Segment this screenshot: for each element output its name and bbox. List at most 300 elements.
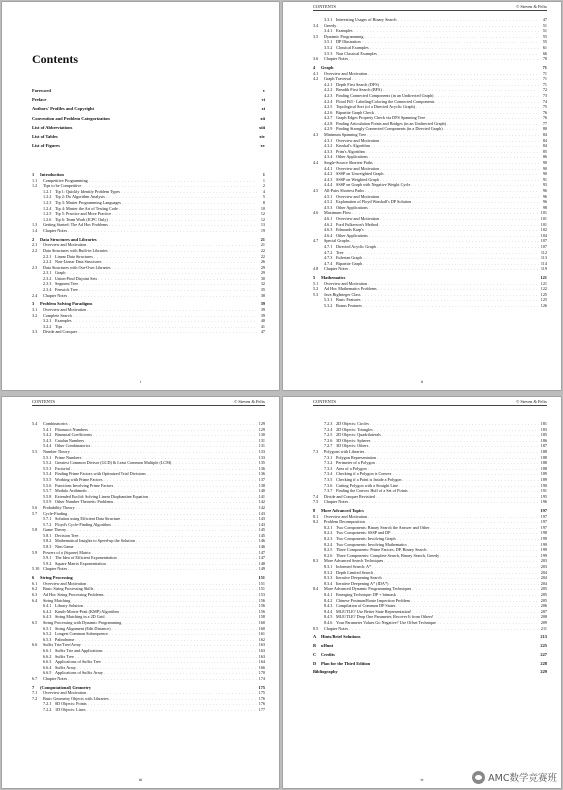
entry-title: Overview and Motivation: [336, 215, 380, 221]
entry-title: Basic String Processing Skills: [43, 586, 94, 592]
entry-title: All-Pairs Shortest Paths: [324, 188, 365, 193]
entry-page: 161: [258, 631, 265, 637]
entry-page: 191: [540, 488, 547, 494]
entry-title: Prime Numbers: [55, 454, 82, 460]
watermark-text: AMC数学竞赛班: [488, 773, 557, 784]
entry-page: 51: [542, 28, 547, 34]
entry-page: 196: [540, 499, 547, 505]
entry-title: Finding Connected Components (in an Undirected Graph): [336, 92, 434, 98]
entry-title: Chapter Notes: [43, 566, 68, 572]
entry-page: 149: [258, 566, 265, 572]
entry-page: 166: [258, 664, 265, 670]
entry-title: Overview and Motivation: [43, 690, 87, 696]
entry-page: 130: [258, 432, 265, 438]
entry-title: (Computational) Geometry: [40, 684, 92, 690]
entry-title: Polygons with Libraries: [324, 448, 365, 454]
entry-title: Java BigInteger Class: [324, 291, 361, 297]
entry-title: Factorial: [55, 465, 70, 471]
entry-number: 2.4: [32, 292, 38, 298]
entry-page: 71: [542, 81, 547, 87]
entry-title: Suffix Tree: [55, 653, 74, 659]
entry-number: A: [313, 634, 317, 640]
entry-page: 122: [540, 286, 547, 292]
toc-page-4: [283, 397, 561, 788]
entry-page: 163: [258, 647, 265, 653]
entry-number: 1.4: [32, 227, 38, 233]
entry-number: 6.5.3: [43, 636, 52, 642]
entry-number: 4.4.3: [324, 176, 333, 182]
entry-page: 133: [258, 448, 265, 454]
entry-title: Chapter Notes: [324, 56, 349, 62]
entry-page: 131: [258, 437, 265, 443]
entry-page: 185: [540, 432, 547, 438]
entry-title: Overview and Motivation: [324, 280, 368, 286]
entry-number: 8.3.3: [324, 575, 333, 581]
entry-page: 107: [540, 243, 547, 249]
entry-number: 4.2.5: [324, 104, 333, 110]
entry-number: 4.5.1: [324, 193, 333, 199]
entry-title: SSSP on Weighted Graph: [336, 176, 379, 182]
entry-page: 74: [542, 98, 547, 104]
entry-number: C: [313, 651, 317, 657]
entry-title: Binomial Coefficients: [55, 432, 93, 438]
entry-page: 93: [542, 182, 547, 188]
entry-page: 186: [540, 437, 547, 443]
entry-title: Two Components: Involving Mathematics: [336, 541, 407, 547]
front-matter-item[interactable]: [32, 125, 265, 131]
entry-page: 204: [540, 575, 547, 581]
entry-title: Interesting Usages of Binary Search: [336, 17, 397, 22]
entry-number: 7.3.3: [324, 465, 333, 471]
entry-page: 21: [260, 242, 265, 248]
entry-number: 7.3.1: [324, 454, 333, 460]
entry-number: 4.7: [313, 238, 319, 244]
entry-title: Authors' Profiles and Copyright: [32, 106, 95, 112]
entry-title: Three Components: Complete Search, Binary Search, Greedy: [336, 552, 440, 558]
entry-number: 4.3: [313, 132, 319, 138]
entry-title: Tip 3: Master Programming Languages: [55, 199, 121, 205]
entry-page: 102: [540, 227, 547, 233]
entry-title: Overview and Motivation: [43, 307, 87, 313]
entry-number: 5.5.1: [43, 454, 52, 460]
entry-title: Applications of Suffix Array: [55, 670, 103, 676]
entry-page: 129: [258, 421, 265, 426]
dot-leader: [78, 329, 257, 335]
entry-page: 195: [540, 493, 547, 499]
front-matter-item[interactable]: [32, 88, 265, 94]
header-right: © Steven & Felix: [515, 4, 547, 9]
section-entry[interactable]: [32, 228, 265, 234]
entry-page: 121: [540, 280, 547, 286]
entry-number: 5.7: [32, 510, 38, 516]
entry-page: 71: [542, 70, 547, 76]
entry-title: Explanation of Floyd Warshall's DP Solution: [336, 199, 412, 205]
entry-page: 29: [260, 270, 265, 276]
section-entry[interactable]: [32, 566, 265, 572]
toc-title: Contents: [32, 52, 79, 66]
entry-page: 162: [258, 636, 265, 642]
entry-title: Data Structures with Our-Own Libraries: [43, 264, 111, 270]
entry-page: 2: [262, 183, 265, 189]
front-matter-item[interactable]: [32, 116, 265, 122]
section-entry[interactable]: [313, 626, 547, 632]
entry-title: Solution using Efficient Data Structure: [55, 516, 121, 522]
entry-page: 39: [260, 307, 265, 313]
entry-page: 189: [540, 471, 547, 477]
entry-number: 6.2: [32, 586, 38, 592]
entry-number: 3.4: [313, 22, 319, 28]
entry-page: 143: [258, 516, 265, 522]
chapter-entry[interactable]: [313, 661, 547, 667]
entry-title: Overview and Motivation: [43, 242, 87, 248]
entry-number: 8.4.4: [324, 608, 333, 614]
entry-number: 5.7.1: [43, 516, 52, 522]
entry-title: Dynamic Programming: [324, 33, 364, 39]
front-matter-item[interactable]: [32, 106, 265, 112]
entry-title: Linear Data Structures: [55, 253, 93, 259]
entry-title: SSSP on Unweighted Graph: [336, 171, 384, 177]
chapter-entry[interactable]: [313, 669, 547, 675]
entry-title: Segment Tree: [55, 281, 79, 287]
entry-title: Bonus Features: [336, 303, 362, 309]
watermark: [472, 770, 557, 784]
entry-number: 7.3: [313, 448, 319, 454]
entry-title: Powers of a (Square) Matrix: [43, 549, 91, 555]
entry-page: 199: [540, 541, 547, 547]
entry-title: Eulerian Graph: [336, 255, 362, 261]
entry-page: 125: [540, 291, 547, 297]
entry-title: Finding Articulation Points and Bridges (in an Undirected Graph): [336, 120, 447, 126]
entry-title: Plan for the Third Edition: [321, 660, 371, 666]
entry-page: 181: [540, 421, 547, 426]
entry-title: List of Abbreviations: [32, 124, 73, 130]
entry-title: Other Applications: [336, 232, 368, 238]
entry-number: 5: [313, 275, 316, 281]
entry-page: xiv: [259, 133, 265, 139]
entry-number: 5.4.1: [43, 426, 52, 432]
entry-title: List of Tables: [32, 133, 58, 139]
entry-page: 90: [542, 160, 547, 166]
entry-title: Examples: [336, 28, 353, 34]
entry-number: 4.3.3: [324, 148, 333, 154]
entry-number: 5.6: [32, 504, 38, 510]
entry-number: 8.3.4: [324, 580, 333, 586]
entry-number: 7.2.5: [324, 432, 333, 438]
entry-number: 5.5.6: [43, 482, 52, 488]
entry-title: Suffix Array: [55, 664, 76, 670]
entry-page: 112: [540, 249, 547, 255]
entry-number: 5.5.7: [43, 488, 52, 494]
entry-page: 147: [258, 549, 265, 555]
entry-number: 8.3.2: [324, 569, 333, 575]
entry-number: 7.2.3: [324, 421, 333, 426]
front-matter-item[interactable]: [32, 143, 265, 149]
entry-number: 7.3.6: [324, 482, 333, 488]
entry-page: 229: [540, 669, 547, 675]
entry-page: 73: [542, 92, 547, 98]
subsection-entry[interactable]: [32, 707, 265, 713]
entry-page: 91: [542, 176, 547, 182]
entry-number: 5.5.8: [43, 493, 52, 499]
entry-title: Basic Geometry Objects with Libraries: [43, 695, 109, 701]
entry-number: 7.3.7: [324, 488, 333, 494]
entry-title: 3D Objects: Others: [336, 443, 369, 449]
entry-number: 3.1: [32, 307, 38, 313]
entry-number: 4.6.4: [324, 232, 333, 238]
entry-title: Graph Traversal: [324, 76, 352, 82]
entry-page: 143: [258, 510, 265, 516]
entry-number: 1.1: [32, 177, 38, 183]
entry-number: 2.2.1: [43, 253, 52, 259]
entry-page: 70: [542, 56, 547, 62]
entry-number: 8.2.5: [324, 547, 333, 553]
entry-number: 3: [32, 301, 35, 307]
entry-page: 96: [542, 199, 547, 205]
wechat-icon: [472, 771, 485, 784]
entry-number: 5.3.1: [324, 297, 333, 303]
header-right: © Steven & Felix: [515, 399, 547, 404]
entry-number: 1.2.5: [43, 211, 52, 217]
page-number: iii: [138, 777, 143, 782]
page-number: ii: [420, 379, 424, 384]
entry-title: 0D Objects: Points: [55, 701, 87, 707]
entry-page: 142: [258, 504, 265, 510]
entry-page: 187: [540, 443, 547, 449]
entry-title: Ad Hoc String Processing Problems: [43, 592, 104, 597]
entry-page: 175: [258, 690, 265, 696]
section-entry[interactable]: [32, 329, 265, 335]
entry-title: Polygon Representation: [336, 454, 377, 460]
section-entry[interactable]: [313, 56, 547, 62]
entry-page: xii: [260, 115, 265, 121]
section-entry[interactable]: [32, 676, 265, 682]
entry-title: Problem Decomposition: [324, 519, 365, 525]
entry-page: 84: [542, 132, 547, 138]
entry-page: 107: [540, 238, 547, 244]
entry-page: 156: [258, 608, 265, 614]
entry-number: 1.2.3: [43, 199, 52, 205]
entry-number: 5.10: [32, 566, 40, 572]
entry-page: 225: [540, 643, 547, 649]
entry-number: 4.2.1: [324, 81, 333, 87]
dot-leader: [349, 266, 539, 272]
chapter-entry[interactable]: [313, 634, 547, 640]
entry-title: Hints/Brief Solutions: [321, 634, 361, 640]
entry-title: Other Number Theoretic Problems: [55, 499, 114, 505]
running-header: [32, 399, 265, 406]
entry-page: 153: [258, 592, 265, 597]
section-entry[interactable]: [313, 499, 547, 505]
entry-title: Finding the Convex Hull of a Set of Points: [336, 488, 408, 494]
entry-page: 55: [542, 39, 547, 45]
entry-number: 4.5.3: [324, 204, 333, 210]
entry-number: 8.5: [313, 625, 319, 631]
entry-page: 5: [262, 194, 265, 200]
entry-number: 7.3.4: [324, 471, 333, 477]
entry-page: 10: [260, 205, 265, 211]
entry-page: 228: [540, 660, 547, 666]
entry-page: 32: [260, 281, 265, 287]
entry-page: 188: [540, 448, 547, 454]
entry-number: 6.6.2: [43, 653, 52, 659]
entry-number: 5.5.3: [43, 465, 52, 471]
entry-title: Modulo Arithmetic: [55, 488, 88, 494]
entry-page: 227: [540, 651, 547, 657]
entry-number: 5.3.2: [324, 303, 333, 309]
entry-title: Tips: [55, 323, 63, 329]
entry-number: 4.7.2: [324, 249, 333, 255]
entry-number: 8.2.6: [324, 552, 333, 558]
entry-number: 8.1: [313, 513, 319, 519]
entry-page: 101: [540, 210, 547, 216]
entry-page: 1: [262, 177, 265, 183]
entry-title: Nim Game: [55, 544, 74, 550]
entry-page: 211: [540, 625, 547, 631]
entry-number: D: [313, 660, 317, 666]
entry-number: 6.3: [32, 592, 38, 597]
entry-page: 208: [540, 614, 547, 620]
entry-number: 4.2.9: [324, 126, 333, 132]
entry-title: String Matching: [43, 597, 71, 603]
chapter-entry[interactable]: [313, 652, 547, 658]
dot-leader: [363, 303, 539, 309]
toc-page-1: [2, 2, 279, 390]
entry-title: Bibliography: [313, 669, 338, 675]
entry-page: 176: [258, 701, 265, 707]
entry-number: 7.2.2: [43, 707, 52, 713]
entry-number: 4.6.3: [324, 227, 333, 233]
entry-number: 3.2.1: [43, 318, 52, 324]
entry-page: 51: [542, 22, 547, 28]
front-matter-item[interactable]: [32, 97, 265, 103]
entry-title: Other Combinatorics: [55, 443, 91, 449]
entry-title: Overview and Motivation: [336, 165, 380, 171]
entry-title: Getting Started: The Ad Hoc Problems: [43, 222, 108, 228]
entry-page: 71: [542, 76, 547, 82]
entry-page: 160: [258, 625, 265, 631]
entry-title: String Processing: [40, 575, 73, 581]
entry-number: 8.4.5: [324, 614, 333, 620]
entry-page: 213: [540, 634, 547, 640]
entry-title: Depth Limited Search: [336, 569, 373, 575]
entry-page: 163: [258, 642, 265, 648]
entry-title: Union-Find Disjoint Sets: [55, 275, 98, 281]
entry-number: 2.1: [32, 242, 38, 248]
entry-number: 2.3: [32, 264, 38, 270]
entry-page: 197: [540, 519, 547, 525]
front-matter-item[interactable]: [32, 134, 265, 140]
entry-number: 3.4.1: [324, 28, 333, 34]
entry-title: Tip 1: Quickly Identify Problem Types: [55, 188, 120, 194]
entry-title: Chapter Notes: [324, 499, 349, 505]
entry-page: 138: [258, 482, 265, 488]
entry-number: 3.6: [313, 56, 319, 62]
entry-number: 2.3.2: [43, 275, 52, 281]
entry-page: xi: [261, 106, 265, 112]
entry-page: 21: [260, 236, 265, 242]
section-entry[interactable]: [313, 266, 547, 272]
entry-number: 1.2.4: [43, 205, 52, 211]
entry-page: 177: [258, 707, 265, 713]
entry-number: 5.3: [313, 291, 319, 297]
entry-number: 4.2: [313, 76, 319, 82]
entry-page: 4: [262, 188, 265, 194]
dot-leader: [68, 293, 257, 299]
subsection-entry[interactable]: [313, 303, 547, 309]
entry-page: 114: [540, 260, 547, 266]
section-entry[interactable]: [32, 293, 265, 299]
entry-title: Probability Theory: [43, 504, 75, 510]
entry-title: Complete Search: [43, 312, 72, 318]
dot-leader: [349, 626, 539, 632]
entry-number: 5.8.1: [43, 532, 52, 538]
entry-title: Finding Strongly Connected Components (in a Directed Graph): [336, 126, 443, 132]
entry-number: 1.2.2: [43, 194, 52, 200]
toc-entries: [313, 421, 547, 675]
chapter-entry[interactable]: [313, 643, 547, 649]
entry-page: v: [262, 88, 265, 93]
entry-title: Basic Features: [336, 297, 361, 303]
entry-number: 6.6.4: [43, 664, 52, 670]
entry-page: 197: [540, 508, 547, 514]
entry-page: 189: [540, 476, 547, 482]
entry-title: Emerging Technique: DP + bitmask: [336, 592, 396, 597]
entry-number: 4.4.4: [324, 182, 333, 188]
entry-page: 104: [540, 232, 547, 238]
entry-page: 35: [260, 287, 265, 293]
entry-number: 8.2.2: [324, 530, 333, 536]
entry-title: Two Components: Binary Search the Answer and Other: [336, 524, 430, 530]
entry-page: 131: [258, 443, 265, 449]
entry-title: More Advanced Search Techniques: [324, 558, 384, 564]
entry-page: 198: [540, 530, 547, 536]
entry-number: 6.4: [32, 597, 38, 603]
entry-number: 6.6: [32, 642, 38, 648]
entry-page: 47: [542, 17, 547, 22]
entry-title: Palindrome: [55, 636, 75, 642]
entry-page: 141: [258, 493, 265, 499]
entry-page: 1: [262, 172, 265, 177]
entry-title: Checking if a Point is Inside a Polygon: [336, 476, 402, 482]
entry-page: 96: [542, 193, 547, 199]
entry-number: 4.7.1: [324, 243, 333, 249]
entry-number: 4.7.3: [324, 255, 333, 261]
entry-number: 7.3.5: [324, 476, 333, 482]
entry-page: 151: [258, 580, 265, 586]
entry-page: 22: [260, 247, 265, 253]
entry-page: 147: [258, 555, 265, 561]
entry-number: 6.6.1: [43, 647, 52, 653]
entry-page: 101: [540, 221, 547, 227]
entry-number: B: [313, 643, 316, 649]
entry-page: 61: [542, 44, 547, 50]
entry-number: 2: [32, 236, 35, 242]
running-header: [313, 399, 547, 406]
entry-page: 205: [540, 597, 547, 603]
entry-page: 90: [542, 171, 547, 177]
entry-page: 204: [540, 569, 547, 575]
entry-number: 8.2: [313, 519, 319, 525]
entry-number: 5.8.3: [43, 544, 52, 550]
running-header: [313, 4, 547, 11]
entry-number: 2.3.4: [43, 287, 52, 293]
entry-number: 5.5.2: [43, 460, 52, 466]
entry-page: 151: [258, 586, 265, 592]
entry-page: xv: [260, 143, 265, 149]
entry-title: Game Theory: [43, 527, 67, 533]
entry-page: 13: [260, 222, 265, 228]
entry-page: 41: [260, 323, 265, 329]
